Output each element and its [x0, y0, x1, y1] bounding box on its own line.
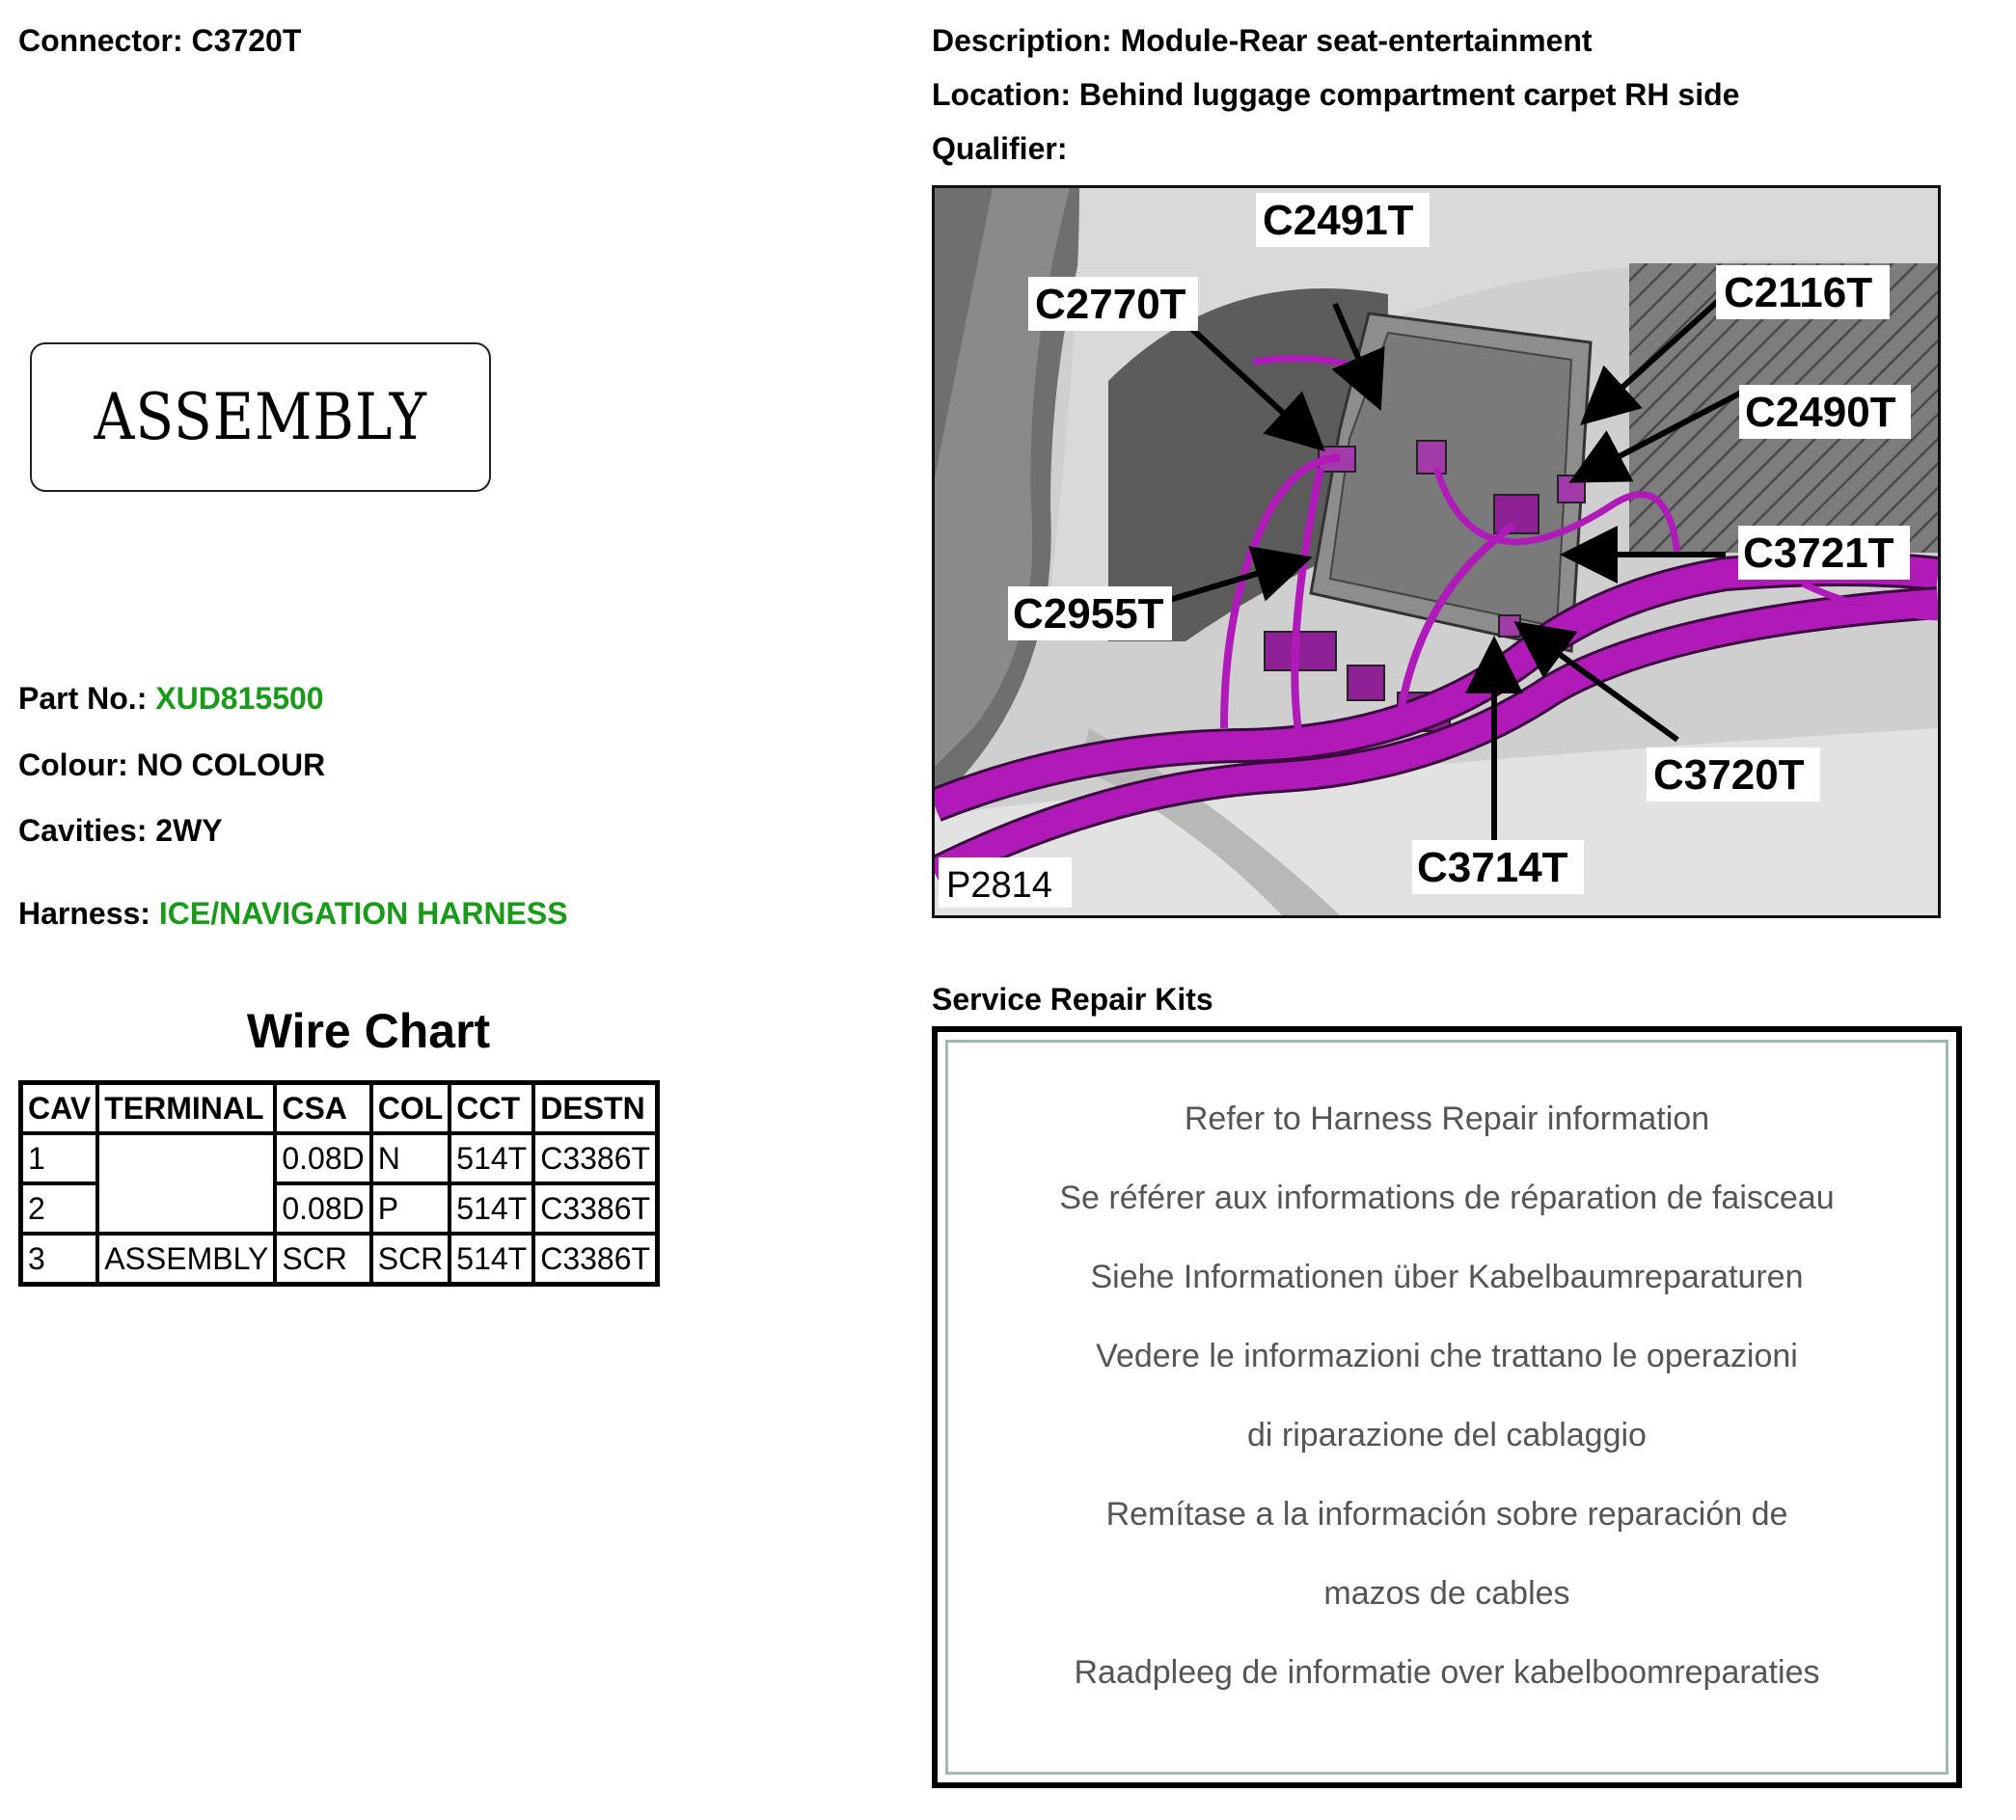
colour-value: NO COLOUR	[136, 747, 326, 782]
cavities-label: Cavities:	[18, 813, 148, 848]
cell-col: P	[371, 1183, 450, 1234]
table-row	[21, 1234, 658, 1285]
cell-csa: 0.08D	[275, 1133, 370, 1183]
cell-cav: 1	[21, 1133, 98, 1183]
callout-c2770t: C2770T	[1035, 281, 1186, 328]
cell-destn: C3386T	[533, 1133, 657, 1183]
colour-field	[18, 747, 325, 783]
callout-c2116t: C2116T	[1724, 269, 1873, 316]
assembly-image-box	[30, 342, 491, 492]
connector-field	[18, 23, 301, 59]
callout-c2490t: C2490T	[1745, 389, 1896, 436]
cell-cav: 3	[21, 1234, 98, 1285]
callout-c3714t: C3714T	[1417, 844, 1568, 891]
description-label: Description:	[932, 23, 1112, 58]
header-col: COL	[371, 1083, 450, 1134]
cell-destn: C3386T	[533, 1234, 657, 1285]
cell-terminal: ASSEMBLY	[97, 1234, 275, 1285]
assembly-label: ASSEMBLY	[94, 380, 427, 454]
wire-chart-title: Wire Chart	[246, 1004, 491, 1058]
srk-line-en: Refer to Harness Repair information	[1184, 1100, 1710, 1137]
part-number-label: Part No.:	[18, 681, 148, 716]
cell-destn: C3386T	[533, 1183, 657, 1234]
qualifier-label: Qualifier:	[932, 131, 1068, 166]
srk-line-it-1: Vedere le informazioni che trattano le operazioni	[1096, 1338, 1798, 1374]
photo-figure-id: P2814	[946, 865, 1052, 906]
header-cct: CCT	[450, 1083, 533, 1134]
harness-label: Harness:	[18, 896, 150, 931]
location-field	[932, 77, 1739, 113]
header-cav: CAV	[21, 1083, 98, 1134]
cell-csa: 0.08D	[275, 1183, 370, 1234]
part-number-field	[18, 681, 324, 717]
location-label: Location:	[932, 77, 1071, 112]
header-destn: DESTN	[533, 1083, 657, 1134]
qualifier-field	[932, 131, 1067, 167]
header-csa: CSA	[275, 1083, 370, 1134]
srk-line-fr: Se référer aux informations de réparation de faisceau	[1059, 1180, 1835, 1216]
header-terminal: TERMINAL	[97, 1083, 275, 1134]
cell-cct: 514T	[450, 1183, 533, 1234]
callout-c3720t: C3720T	[1653, 751, 1805, 799]
colour-label: Colour:	[18, 747, 128, 782]
srk-line-it-2: di riparazione del cablaggio	[1247, 1417, 1647, 1453]
table-row	[21, 1133, 658, 1183]
service-repair-kits-inner	[945, 1040, 1948, 1775]
service-repair-kits-box	[932, 1026, 1962, 1788]
cell-cct: 514T	[450, 1234, 533, 1285]
description-field	[932, 23, 1593, 59]
cell-terminal	[97, 1133, 275, 1234]
service-repair-kits-title: Service Repair Kits	[932, 982, 1213, 1017]
cell-col: N	[371, 1133, 450, 1183]
location-photo-illustration	[935, 188, 1938, 915]
cell-csa: SCR	[275, 1234, 370, 1285]
harness-link[interactable]: ICE/NAVIGATION HARNESS	[158, 896, 568, 931]
cell-col: SCR	[371, 1234, 450, 1285]
connector-value: C3720T	[191, 23, 302, 58]
callout-c2955t: C2955T	[1013, 590, 1164, 638]
wire-chart-header-row	[21, 1083, 658, 1134]
srk-line-es-1: Remítase a la información sobre reparación de	[1105, 1496, 1788, 1533]
location-value: Behind luggage compartment carpet RH side	[1078, 77, 1740, 112]
callout-c2491t: C2491T	[1263, 197, 1414, 244]
srk-line-es-2: mazos de cables	[1323, 1575, 1570, 1612]
cavities-field	[18, 813, 223, 849]
cell-cct: 514T	[450, 1133, 533, 1183]
part-number-link[interactable]: XUD815500	[155, 681, 324, 716]
srk-line-nl: Raadpleeg de informatie over kabelboomreparaties	[1074, 1654, 1820, 1691]
srk-line-de: Siehe Informationen über Kabelbaumreparaturen	[1090, 1259, 1804, 1295]
connector-label: Connector:	[18, 23, 183, 58]
description-value: Module-Rear seat-entertainment	[1120, 23, 1593, 58]
cavities-value: 2WY	[155, 813, 223, 848]
harness-field	[18, 896, 568, 932]
location-photo	[932, 185, 1941, 918]
callout-c3721t: C3721T	[1743, 530, 1894, 577]
wire-chart-table	[18, 1080, 660, 1287]
cell-cav: 2	[21, 1183, 98, 1234]
